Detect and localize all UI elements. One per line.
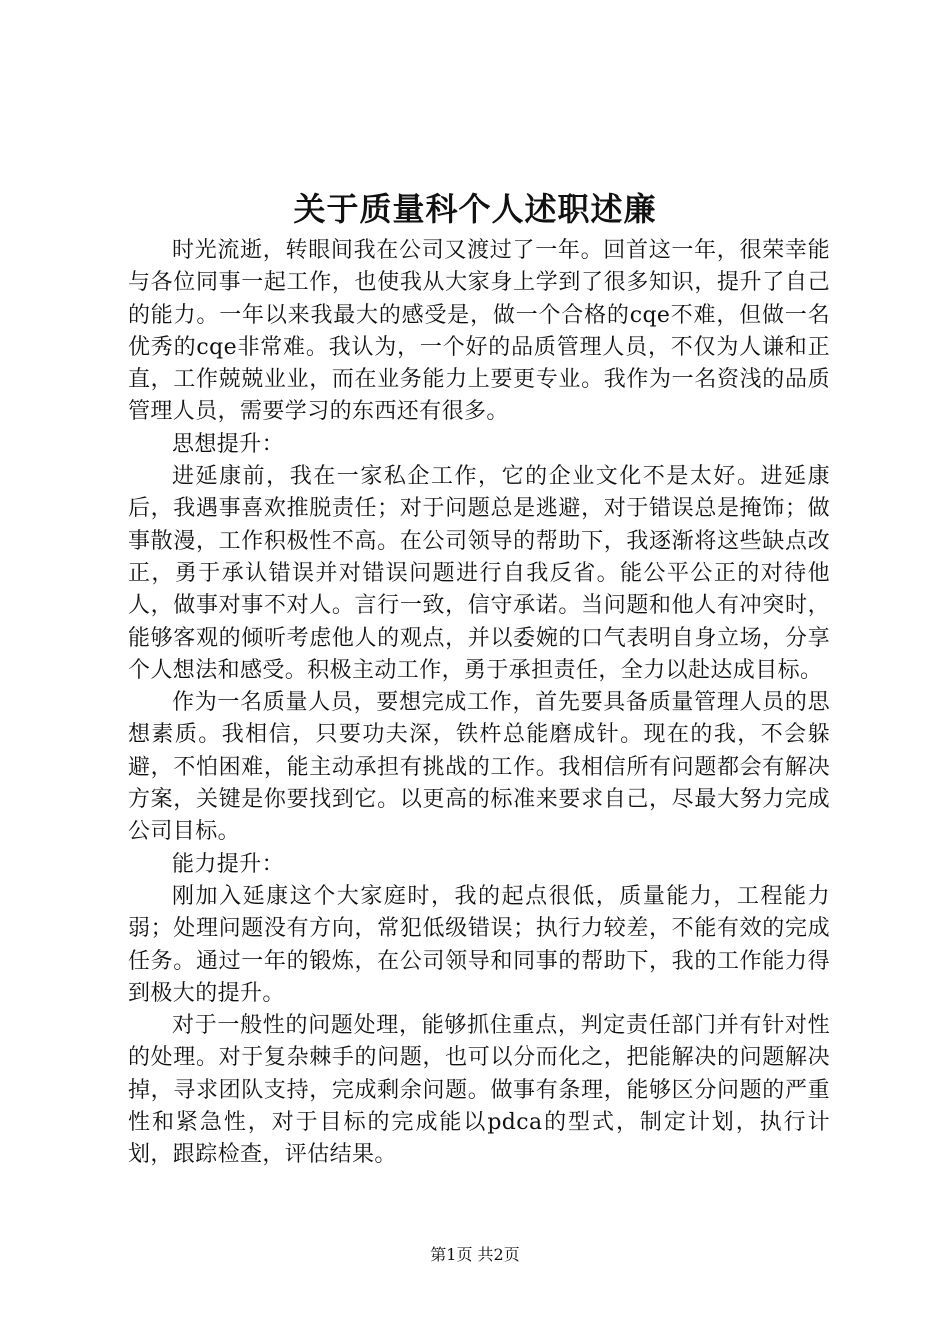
section-heading-ability: 能力提升： bbox=[172, 851, 285, 877]
paragraph-ability-2: 对于一般性的问题处理，能够抓住重点，判定责任部门并有针对性的处理。对于复杂棘手的问题，也可以分而化之，把能解决的问题解决掉，寻求团队支持，完成剩余问题。做事有条理，能够区分问题的严重性和紧急性，对于目标的完成能以pdca的型式，制定计划，执行计划，跟踪检查，评估结果。 bbox=[128, 1013, 830, 1168]
document-body bbox=[128, 235, 830, 1172]
paragraph-thought-2: 作为一名质量人员，要想完成工作，首先要具备质量管理人员的思想素质。我相信，只要功夫深，铁杵总能磨成针。现在的我，不会躲避，不怕困难，能主动承担有挑战的工作。我相信所有问题都会有解决方案，关键是你要找到它。以更高的标准来要求自己，尽最大努力完成公司目标。 bbox=[128, 690, 830, 845]
page-footer: 第1页 共2页 bbox=[430, 1245, 520, 1264]
paragraph-ability-1: 刚加入延康这个大家庭时，我的起点很低，质量能力，工程能力弱；处理问题没有方向，常犯低级错误；执行力较差，不能有效的完成任务。通过一年的锻炼，在公司领导和同事的帮助下，我的工作能力得到极大的提升。 bbox=[128, 883, 830, 1006]
paragraph-thought-1: 进延康前，我在一家私企工作，它的企业文化不是太好。进延康后，我遇事喜欢推脱责任；对于问题总是逃避，对于错误总是掩饰；做事散漫，工作积极性不高。在公司领导的帮助下，我逐渐将这些缺点改正，勇于承认错误并对错误问题进行自我反省。能公平公正的对待他人，做事对事不对人。言行一致，信守承诺。当问题和他人有冲突时，能够客观的倾听考虑他人的观点，并以委婉的口气表明自身立场，分享个人想法和感受。积极主动工作，勇于承担责任，全力以赴达成目标。 bbox=[128, 464, 830, 683]
document-title: 关于质量科个人述职述廉 bbox=[293, 190, 657, 228]
section-heading-thought: 思想提升： bbox=[172, 431, 285, 457]
paragraph-intro: 时光流逝，转眼间我在公司又渡过了一年。回首这一年，很荣幸能与各位同事一起工作，也使我从大家身上学到了很多知识，提升了自己的能力。一年以来我最大的感受是，做一个合格的cqe不难，但做一名优秀的cqe非常难。我认为，一个好的品质管理人员，不仅为人谦和正直，工作兢兢业业，而在业务能力上要更专业。我作为一名资浅的品质管理人员，需要学习的东西还有很多。 bbox=[128, 238, 830, 425]
